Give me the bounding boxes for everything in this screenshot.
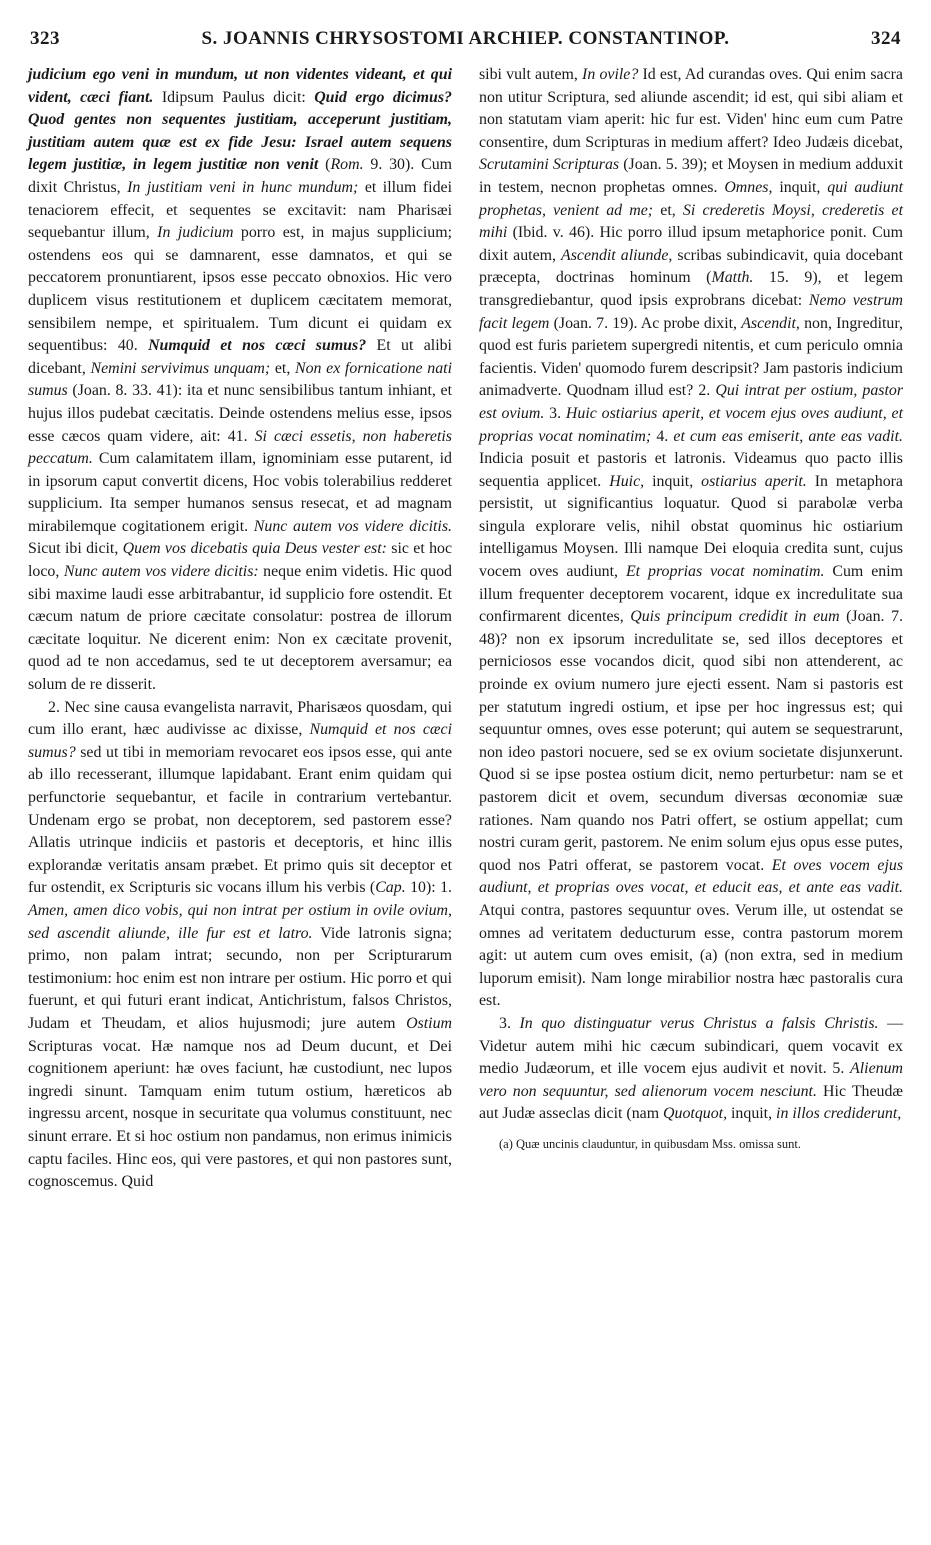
text-run: Quid ergo dicimus? Quod gentes non sequentes justitiam, acceperunt justitiam, justitiam autem quæ est ex fide Jesu: Israel autem sequens legem justitiæ, in legem justitiæ non venit xyxy=(28,88,452,174)
text-run: inquit, xyxy=(644,472,702,490)
text-run: 10): 1. xyxy=(405,879,452,897)
text-run: ( xyxy=(318,156,331,174)
text-run: judicium ego veni in mundum, ut non videntes videant, et qui vident, cæci fiant. xyxy=(28,66,452,106)
text-run: Idipsum Paulus dicit: xyxy=(153,88,315,106)
text-run: sed ut tibi in memoriam revocaret eos ipsos esse, qui ante ab illo recesserant, illumque lapidabant. Erant enim quidam qui perfunctorie sequebantur, et facile in contrarium vertebantur. Undenam ergo se probat, non deceptorem, sed pastorem esse? Allatis utrinque indiciis et pastoris et deceptoris, et hinc illis explorandæ veritatis ansam præbet. Et primo quis sit deceptor et fur ostendit, ex Scripturis sic vocans illum his verbis ( xyxy=(28,743,452,897)
text-run: Quis principum credidit in eum xyxy=(630,608,840,626)
text-run: Scrutamini Scripturas xyxy=(479,156,620,174)
left-column xyxy=(28,64,452,1194)
text-run: inquit, xyxy=(727,1105,777,1123)
page-number-right: 324 xyxy=(871,28,901,49)
text-run: Nunc autem vos videre dicitis. xyxy=(253,517,452,535)
text-run: Numquid et nos cæci sumus? xyxy=(148,337,367,355)
text-run: 3. xyxy=(499,1014,520,1032)
text-run: 9. 30). Cum dixit Christus, xyxy=(28,156,452,196)
footnote: (a) Quæ uncinis clauduntur, in quibusdam Mss. omissa sunt. xyxy=(499,1136,801,1151)
text-run: Omnes, xyxy=(724,178,773,196)
text-run: porro est, in majus supplicium; ostendens eos qui se damnarent, esse damnatos, et qui se peccatorem pronuntiarent, ipsos esse peccato obnoxios. Hic vero duplicem visus restitutionem et duplicem cæcitatem memorat, sensibilem nempe, et spiritualem. Tum dicunt ei quidam ex sequentibus: 40. xyxy=(28,224,453,355)
text-run: Nunc autem vos videre dicitis: xyxy=(63,563,259,581)
text-run: scribas subindicavit, quia docebant præcepta, doctrinas hominum ( xyxy=(479,246,903,287)
text-run: Cum calamitatem illam, ignominiam esse putarent, id in ipsorum caput convertit dicens, Hoc vobis tolerabilius redderet supplicium. Ita semper humanos sensus resecat, et ad magnam mirabilemque cogitationem erigit. xyxy=(28,450,452,535)
text-run: Huic ostiarius aperit, et vocem ejus oves audiunt, et proprias vocat nominatim; xyxy=(479,404,903,445)
text-run: Huic, xyxy=(609,472,645,490)
text-run: et cum eas emiserit, ante eas vadit. xyxy=(673,427,903,445)
text-run: (Joan. 7. 48)? non ex ipsorum incredulitate se, sed illos deceptores et perniciosos esse vocandos dicit, quod sibi non attenderent, ac proinde ex ovium numero jure ejecti essent. Nam si pastoris est per statutum ingredi ostium, et ipse per hoc ingressus est; qui sequuntur omnes, oves esse poterunt; qui autem se sequestrarunt, non ideo pastori nocuere, sed se ex ovium societate disjunxerunt. Quod si se ipse postea ostium dicit, nemo perturbetur: nam se et pastorem dicit et ovem, secundum diversas œconomiæ suæ rationes. Nam quando nos Patri offert, se ostium appellat; cum nostri curam gerit, pastorem. Ne enim solum ejus opus esse putes, quod nos Patri offerat, se pastorem vocat. xyxy=(479,608,903,874)
text-run: Cap. xyxy=(375,879,406,897)
text-run: Scripturas vocat. Hæ namque nos ad Deum ducunt, et Dei cognitionem aperiunt: hæ oves faciunt, hæ custodiunt, nec lupos ingredi sinunt. Tamquam enim tutum ostium, hæreticos ab ingressu arcent, nosque in securitate qua volumus constituunt, nec sinunt errare. Et si hoc ostium non pandamus, non erimus inimicis captu faciles. Hinc eos, qui vere pastores, et qui non pastores sunt, cognoscemus. Quid xyxy=(28,1037,452,1191)
text-run: et, xyxy=(270,359,295,377)
text-run: In justitiam veni in hunc mundum; xyxy=(127,178,359,196)
left-paragraph-2 xyxy=(28,697,452,1194)
text-run: Ostium xyxy=(406,1014,452,1032)
text-run: ostiarius aperit. xyxy=(701,472,807,490)
text-run: Si cæci essetis, non haberetis peccatum. xyxy=(28,427,452,468)
text-run: Nemo vestrum facit legem xyxy=(479,291,903,332)
text-run: 2. Nec sine causa evangelista narravit, Pharisæos quosdam, qui cum illo erant, hæc audivisse ac dixisse, xyxy=(28,698,452,739)
text-run: 4. xyxy=(651,427,674,445)
text-run: (Joan. 5. 39); et Moysen in medium adduxit in testem, necnon prophetas omnes. xyxy=(479,156,903,196)
right-column xyxy=(479,64,903,1194)
text-run: Rom. xyxy=(330,156,364,174)
text-run: (Ibid. v. 46). Hic porro illud ipsum metaphorice ponit. Cum dixit autem, xyxy=(479,224,903,264)
text-run: Et proprias vocat nominatim. xyxy=(625,563,825,581)
text-run: qui audiunt prophetas, venient ad me; xyxy=(479,178,903,219)
text-run: In quo distinguatur verus Christus a falsis Christis. xyxy=(519,1014,879,1032)
text-run: Hic Theudæ aut Judæ asseclas dicit (nam xyxy=(479,1082,904,1123)
text-run: Quem vos dicebatis quia Deus vester est: xyxy=(122,540,387,558)
text-run: Et oves vocem ejus audiunt, et proprias oves vocat, et educit eas, et ante eas vadit. xyxy=(479,856,904,897)
text-run: Indicia posuit et pastoris et latronis. Videamus quo pacto illis sequentia applicet. xyxy=(479,450,903,490)
text-run: Et ut alibi dicebant, xyxy=(28,337,452,377)
text-run: Si crederetis Moysi, crederetis et mihi xyxy=(479,201,903,242)
text-run: 3. xyxy=(544,404,566,422)
text-run: Nemini servivimus unquam; xyxy=(90,359,271,377)
text-run: et illum fidei tenaciorem effecit, et sequentes se excitavit: nam Pharisæi sequebantur illum, xyxy=(28,178,452,242)
text-run: Quotquot, xyxy=(663,1105,728,1123)
text-run: Alienum vero non sequuntur, sed alienorum vocem nesciunt. xyxy=(479,1060,903,1100)
page-number-left: 323 xyxy=(30,28,60,49)
text-run: inquit, xyxy=(772,178,828,196)
text-run: et, xyxy=(653,201,683,219)
left-paragraph-1 xyxy=(28,64,452,697)
text-run: in illos crediderunt, xyxy=(776,1105,902,1123)
text-run: Qui intrat per ostium, pastor est ovium. xyxy=(479,382,904,422)
two-column-body xyxy=(28,64,903,1194)
right-paragraph-2 xyxy=(479,1013,903,1126)
text-run: Non ex fornicatione nati sumus xyxy=(28,359,452,400)
text-run: (Joan. 8. 33. 41): ita et nunc sensibilibus tantum inhiant, et hujus illos pudebat cæcitatis. Deinde ostendens melius esse, ipsos esse cæcos quam videre, ait: 41. xyxy=(28,382,452,445)
text-run: In judicium xyxy=(157,224,234,242)
text-run: Id est, Ad curandas oves. Qui enim sacra non utitur Scriptura, sed aliunde ascendit; id est, qui sibi aliam et non statutam viam aperit: hic fur est. Viden' hinc eum cum Patre consentire, dum Scripturas in medium affert? Ideo Judæis dicebat, xyxy=(479,66,903,151)
text-run: non, Ingreditur, quod est furis parietem supergredi nitentis, et cum periculo omnia facientis. Viden' quomodo furem descripsit? Jam pastoris indicium animadverte. Quodnam illud est? 2. xyxy=(479,314,903,400)
text-run: Atqui contra, pastores sequuntur oves. Verum ille, ut ostendat se omnes ad veritatem deducturum esse, contra pastorum morem agit: ut autem cum oves emisit, (a) (non extra, sed in medium luporum emisit). Nam longe mirabilior nostra hæc pastoralis cura est. xyxy=(479,901,903,1010)
text-run: — Videtur autem mihi hic cæcum subindicari, quem vocavit ex medio Judæorum, et ille vocem ejus audivit et novit. 5. xyxy=(479,1014,903,1078)
text-run: neque enim videtis. Hic quod sibi maxime laudi esse arbitrabantur, id supplicio fore ostendit. Et cæcum natum de priore cæcitate consolatur: postrea de illorum cæcitate loquitur. Ne dicerent enim: Non ex cæcitate provenit, quod ad te non accedamus, sed te ut deceptorem aversamur; ea solum de re disserit. xyxy=(28,563,452,694)
text-run: (Joan. 7. 19). Ac probe dixit, xyxy=(549,314,742,332)
text-run: Sicut ibi dicit, xyxy=(28,540,123,558)
text-run: sic et hoc loco, xyxy=(28,540,453,581)
text-run: 15. 9), et legem transgrediebantur, quod ipsis exprobrans dicebat: xyxy=(479,269,904,309)
text-run: Ascendit aliunde, xyxy=(561,246,673,264)
text-run: Amen, amen dico vobis, qui non intrat per ostium in ovile ovium, sed ascendit aliunde, ille fur est et latro. xyxy=(28,901,452,942)
running-header xyxy=(28,28,903,60)
text-run: Matth. xyxy=(711,269,754,287)
text-run: Numquid et nos cæci sumus? xyxy=(28,721,452,761)
right-paragraph-1 xyxy=(479,64,903,1013)
text-run: Cum enim illum frequenter deceptorem vocarent, idque ex incredulitate sua confirmarent dicentes, xyxy=(479,563,904,626)
text-run: Vide latronis signa; primo, non palam intrat; secundo, non per Scripturarum testimonium: hoc enim est non intrare per ostium. Hic porro et qui fuerunt, et qui futuri erant indicat, Antichristum, falsos Christos, Judam et Theudam, et alios hujusmodi; jure autem xyxy=(28,924,452,1032)
text-run: In metaphora persistit, ut significantius loquatur. Quod si parabolæ verba singula explorare velis, nihil obstat quominus hic ostiarium intelligamus Moysen. Illi namque Dei eloquia credita sunt, cujus vocem oves audiunt, xyxy=(479,472,903,581)
text-run: Ascendit, xyxy=(741,314,800,332)
text-run: In ovile? xyxy=(582,66,639,83)
text-run: sibi vult autem, xyxy=(479,66,583,83)
running-title: S. JOANNIS CHRYSOSTOMI ARCHIEP. CONSTANTINOP. xyxy=(201,28,730,49)
